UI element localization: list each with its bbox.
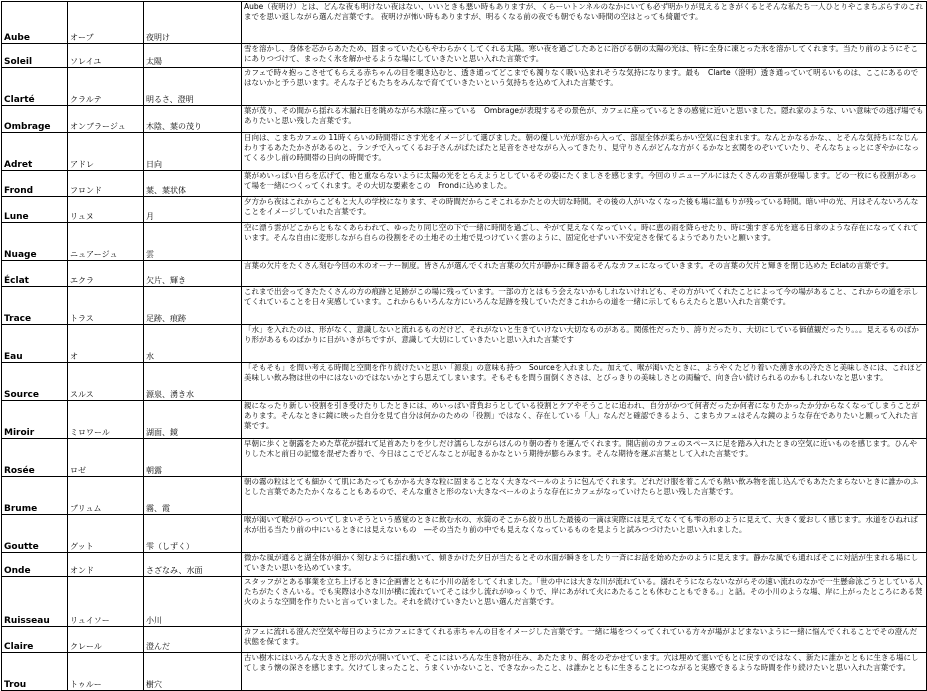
reading-cell: フロンド (68, 171, 144, 197)
table-row (2, 577, 927, 627)
word-cell: Claire (2, 627, 68, 653)
table-row (2, 171, 927, 197)
table-row (2, 223, 927, 261)
table-row (2, 106, 927, 133)
word-cell: Aube (2, 2, 68, 44)
word-cell: Source (2, 363, 68, 401)
description-cell: 朝の霧の粒はとても細かくて肌にあたってもかかる大きな粒に固まることなく大きなベールのように包んでくれます。どれだけ服を着こんでも熱い飲み物を流し込んでもあたたまらないときに誰かのふとした言葉であたたかくなることもあるので、そんな重さと形のない大きなベールのような存在にカフェがなっていけたらと思い残した言葉です。 (242, 477, 927, 515)
word-cell: Ruisseau (2, 577, 68, 627)
reading-cell: エクラ (68, 261, 144, 287)
description-cell: 葉が茂り、その間から揺れる木漏れ日を眺めながら木陰に座っている Ombrageが表現するその景色が、カフェに座っているときの感覚に近いと思いました。隠れ家のような、いい意味での逃げ場でもありたいと思い残した言葉です。 (242, 106, 927, 133)
word-cell: Soleil (2, 44, 68, 68)
meaning-cell: 水 (144, 325, 242, 363)
meaning-cell: 足跡、痕跡 (144, 287, 242, 325)
reading-cell: ミロワール (68, 401, 144, 439)
reading-cell: トゥルー (68, 653, 144, 691)
description-cell: カフェに流れる澄んだ空気や毎日のようにカフェにきてくれる赤ちゃんの目をイメージした言葉です。一緒に場をつくってくれている方々が場がよどまないようにー緒に悩んでくれることでその澄んだ状態を保てます。 (242, 627, 927, 653)
word-cell: Brume (2, 477, 68, 515)
word-cell: Eau (2, 325, 68, 363)
table-row (2, 44, 927, 68)
table-row (2, 627, 927, 653)
reading-cell: オンド (68, 553, 144, 577)
meaning-cell: 雲 (144, 223, 242, 261)
table-row (2, 439, 927, 477)
table-row (2, 197, 927, 223)
description-cell: 早朝に歩くと朝露をためた草花が揺れて足首あたりを少しだけ濡らしながらほんのり朝の香りを運んでくれます。開店前のカフェのスペースに足を踏み入れたときの空気に近いものを感じます。ひんやりした木と前日の記憶を混ぜた香りで、今日はここでどんなことが起きるかなという期待が膨らみます。そんな期待を運ぶ言葉として入れた言葉です。 (242, 439, 927, 477)
meaning-cell: 朝露 (144, 439, 242, 477)
table-row (2, 515, 927, 553)
reading-cell: オンブラージュ (68, 106, 144, 133)
reading-cell: クラルテ (68, 68, 144, 106)
word-cell: Ombrage (2, 106, 68, 133)
meaning-cell: 樹穴 (144, 653, 242, 691)
table-row (2, 477, 927, 515)
meaning-cell: さざなみ、水面 (144, 553, 242, 577)
table-row (2, 68, 927, 106)
meaning-cell: 欠片、輝き (144, 261, 242, 287)
meaning-cell: 澄んだ (144, 627, 242, 653)
reading-cell: トラス (68, 287, 144, 325)
reading-cell: オ (68, 325, 144, 363)
meaning-cell: 霧、霞 (144, 477, 242, 515)
word-table-body (2, 2, 927, 691)
meaning-cell: 雫（しずく） (144, 515, 242, 553)
reading-cell: アドレ (68, 133, 144, 171)
meaning-cell: 湖面、鏡 (144, 401, 242, 439)
description-cell: Aube（夜明け）とは、どんな夜も明けない夜はない、いいときも悪い時もありますが、くらーいトンネルのなかにいても必ず明かりが見えるときがくるとそんな私たち一人ひとりやこまちぶらすのこれまでを思い返しながら選んだ言葉です。 夜明けが怖い時もありますが、明るくなる前の夜でも朝でもない時間の空はとっても綺麗です。 (242, 2, 927, 44)
word-cell: Clarté (2, 68, 68, 106)
description-cell: スタッフがとある事業を立ち上げるときに企画書とともに小川の話をしてくれました。「世の中には大きな川が流れている。溺れそうにならないながらその速い流れのなかで一生懸命泳ごうとしている人たちがたくさんいる。でも実際は小さな川が横に流れていてそこは少し流れがゆっくりで、岸にあがれて火にあたることも休むこともできる。」と話。その小川のような場、岸に上がったところにある焚火のような空間を作りたいと言っていました。それを続けていきたいと思い選んだ言葉です。 (242, 577, 927, 627)
word-cell: Lune (2, 197, 68, 223)
table-row (2, 287, 927, 325)
word-cell: Rosée (2, 439, 68, 477)
reading-cell: クレール (68, 627, 144, 653)
reading-cell: ブリュム (68, 477, 144, 515)
description-cell: 喉が渇いて喉がひっついてしまいそうという感覚のときに飲む水の、水筒のそこから絞り出した最後の一滴は実際には見えてなくても雫の形のように見えて、大きく愛おしく感じます。水道をひねれば水が出る当たり前の中にいるときには見えないもの ―その当たり前の中でも見えなくなっているものを見ようと試みつづけたいと思い入れました。 (242, 515, 927, 553)
table-row (2, 2, 927, 44)
reading-cell: ニュアージュ (68, 223, 144, 261)
word-cell: Miroir (2, 401, 68, 439)
table-row (2, 653, 927, 691)
table-row (2, 363, 927, 401)
table-row (2, 553, 927, 577)
description-cell: 言葉の欠片をたくさん刻む今回の木のオーナー制度。皆さんが選んでくれた言葉の欠片が静かに輝き語るそんなカフェになっていきます。その言葉の欠片と輝きを閉じ込めた Eclatの言葉です。 (242, 261, 927, 287)
reading-cell: リュヌ (68, 197, 144, 223)
table-row (2, 261, 927, 287)
reading-cell: オーブ (68, 2, 144, 44)
word-cell: Adret (2, 133, 68, 171)
description-cell: 親になったり新しい役割を引き受けたりしたときには、めいっぱい背負おうとしている役割とケアやそうことに追われ、自分がかつて何者だったか何者になりたかったか分からなくなってしまうことがあります。そんなときに鏡に映った自分を見て自分は何かのための「役割」ではなく、存在している「人」なんだと確認できるよう、こまちカフェはそんな鏡のような存在でありたいと願って入れた言葉です。 (242, 401, 927, 439)
table-row (2, 401, 927, 439)
meaning-cell: 源泉、湧き水 (144, 363, 242, 401)
reading-cell: リュイソー (68, 577, 144, 627)
meaning-cell: 葉、葉状体 (144, 171, 242, 197)
word-cell: Éclat (2, 261, 68, 287)
word-cell: Trace (2, 287, 68, 325)
reading-cell: グット (68, 515, 144, 553)
description-cell: 「水」を入れたのは、形がなく、意識しないと流れるものだけど、それがないと生きていけない大切なものがある。関係性だったり、誇りだったり、大切にしている価値観だったり。。。見えるものばかり形があるものばかりに目がいきがちですが、意識して大切にしていきたいと思い入れた言葉です (242, 325, 927, 363)
word-cell: Frond (2, 171, 68, 197)
description-cell: 夕方から夜はこれからこどもと大人の学校になります、その時間だからこそこれるかたとの大切な時間。その後の人がいなくなった後も場に温もりが残っている時間。暗い中の光、月はそんないろんなことをイメージしていれた言葉です。 (242, 197, 927, 223)
description-cell: 葉がめいっぱい自らを広げて、他と重ならないように太陽の光をとらえようとしているその姿にたくましさを感じます。今回のリニューアルにはたくさんの言葉が登場します。どの一枚にも役割があって場を一緒につくってくれます。その大切な要素をこの Frondに込めました。 (242, 171, 927, 197)
table-row (2, 325, 927, 363)
meaning-cell: 木陰、葉の茂り (144, 106, 242, 133)
meaning-cell: 夜明け (144, 2, 242, 44)
description-cell: 微かな風が通ると湖全体が細かく刻むように揺れ動いて、傾きかけた夕日が当たるとその水面が瞬きをしたり一斉にお話を始めたかのように見えます。静かな風でも通ればそこに対話が生まれる場にしていきたい思いを込めています。 (242, 553, 927, 577)
word-cell: Onde (2, 553, 68, 577)
meaning-cell: 太陽 (144, 44, 242, 68)
meaning-cell: 日向 (144, 133, 242, 171)
description-cell: カフェで時々抱っこさせてもらえる赤ちゃんの目を覗き込むと、透き通ってどこまでも濁りなく吸い込まれそうな気持になります。最も Clarte（澄明）透き通っていて明るいものは、ここにあるのではないかと予う思います。そんな子どもたちをみんなで育てていきたいという気持ちを込めて入れた言葉です。 (242, 68, 927, 106)
description-cell: 古い樹木にはいろんな大きさと形の穴が開いていて、そこにはいろんな生き物が住み、あたたまり、餌をのぞかせています。穴は埋めて塞いでもとに戻すのではなく、新たに誰かとともに生きる場にしてしまう懐の深さを感じます。欠けてしまったこと、うまくいかないこと、できなかったこと、は誰かとともに生きることにつながると実感できるような時間を作り続けたいと思い入れた言葉です。 (242, 653, 927, 691)
description-cell: 日向は、こまちカフェの 11時くらいの時間帯にさす光をイメージして選びました。朝の優しい光が窓から入って、部屋全体が柔らかい空気に包まれます。なんとかなるかな、、とそんな気持ちになじんわりするあたたかさがあるのと、ランチで入ってくるお子さんがぱたぱたと足音をさせながら入ってきたり、見守りさんがどんな方がくるかなと玄関をのぞいていたり、そんなちょっとにぎやかになってくる少し前の時間帯の日向の時間です。 (242, 133, 927, 171)
word-cell: Nuage (2, 223, 68, 261)
meaning-cell: 月 (144, 197, 242, 223)
reading-cell: スルス (68, 363, 144, 401)
word-cell: Goutte (2, 515, 68, 553)
reading-cell: ソレイユ (68, 44, 144, 68)
description-cell: 「そもそも」を問い考える時間と空間を作り続けたいと思い「源泉」の意味も持つ Sourceを入れました。加えて、喉が渇いたときに、ようやくたどり着いた湧き水の冷たさと美味しさには、これほど美味しい飲み物は世の中にはないのではないかとすら思えてしまいます。そもそもを問う面倒くささは、とびっきりの美味しさとの両輪で、向き合い続けられるのかもしれないなと思います。 (242, 363, 927, 401)
table-row (2, 133, 927, 171)
meaning-cell: 小川 (144, 577, 242, 627)
reading-cell: ロゼ (68, 439, 144, 477)
description-cell: 空に漂う雲がどこからともなくあらわれて、ゆったり同じ空の下で一緒に時間を過ごし、やがて見えなくなっていく。時に恵の雨を降らせたり、時に強すぎる光を遮る日傘のような存在になってくれています。そんな自由に変形しながら自らの役割をその土地その土地で見つけていく雲のように、固定化せずいい不安定さを保てるようでありたいと願います。 (242, 223, 927, 261)
description-cell: これまで出会ってきたたくさんの方の痕跡と足跡がこの場に残っています。一部の方とはもう会えないかもしれないけれども、その方がいてくれたことによって今の場があること、これからの道を示してくれていることを日々実感しています。これからもいろんな方にいろんな足跡を残していただきこれからの道を一緒に示してもらえたらと思い入れた言葉です。 (242, 287, 927, 325)
description-cell: 雪を溶かし、身体を芯からあたため、固まっていた心もやわらかくしてくれる太陽。寒い夜を過ごしたあとに浴びる朝の太陽の光は、特に全身に凍とった氷を溶かしてくれます。当たり前のようにそこにありつづけて、まったく氷を解かせるような場にしていきたいと思い入れた言葉です。 (242, 44, 927, 68)
word-table (1, 1, 927, 691)
word-cell: Trou (2, 653, 68, 691)
meaning-cell: 明るさ、澄明 (144, 68, 242, 106)
